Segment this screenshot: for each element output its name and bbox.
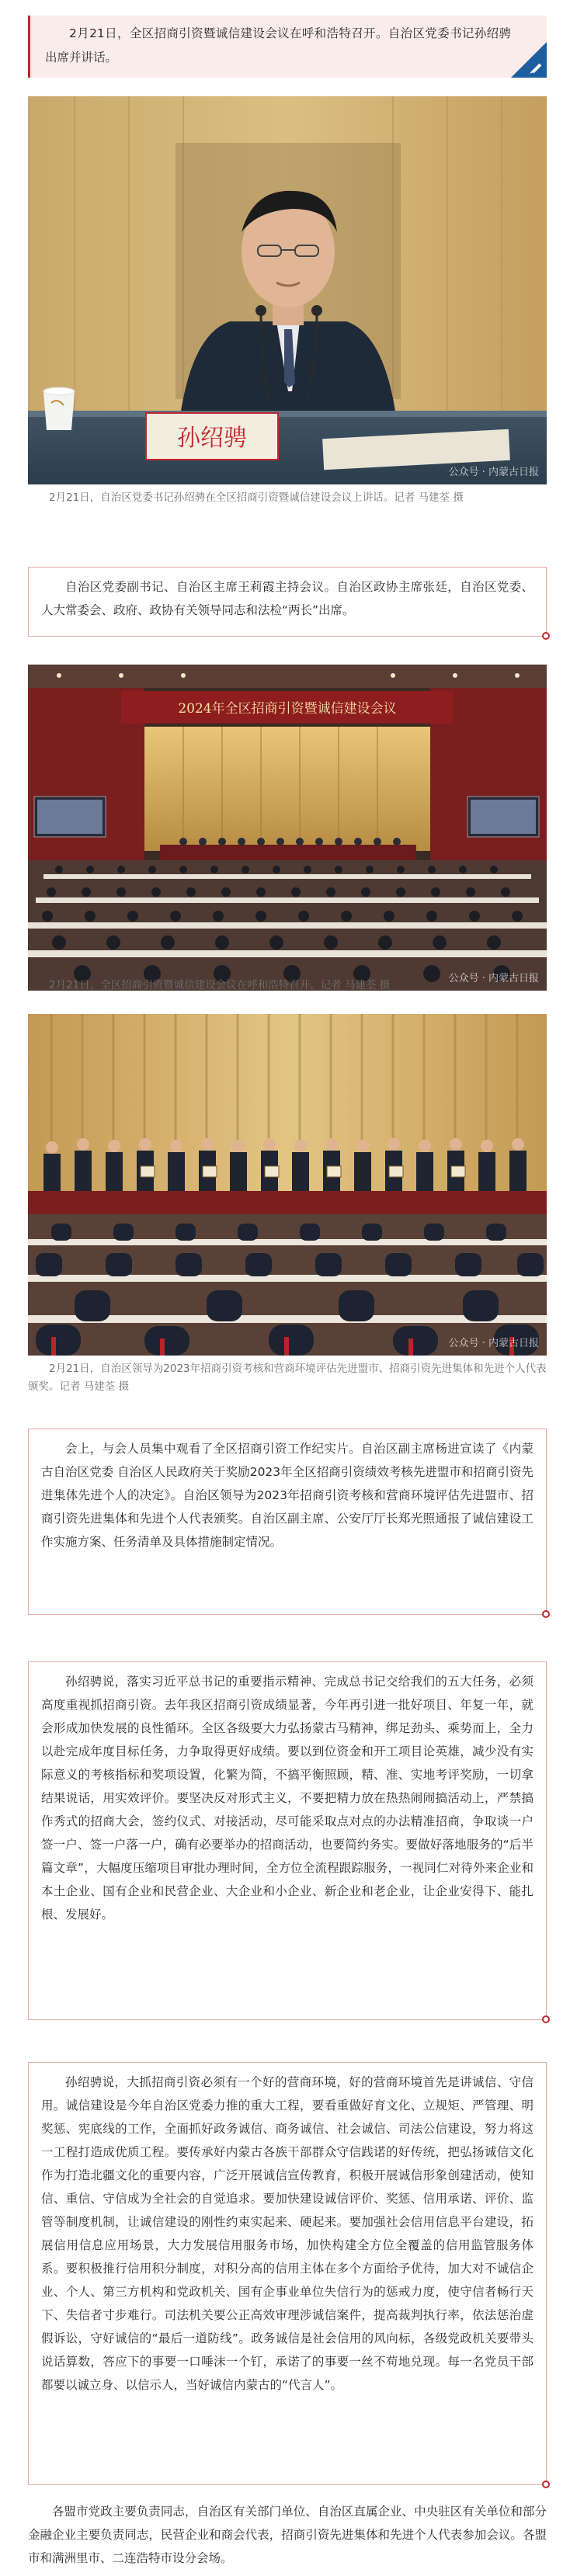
photo3-watermark: 公众号 · 内蒙古日报 [448,1338,539,1349]
photo3-caption: 2月21日，自治区领导为2023年招商引资考核和营商环境评估先进盟市、招商引资先进集体和先进个人代表颁奖。记者 马建荃 摄 [28,1363,547,1393]
photo2-caption: 2月21日，全区招商引资暨诚信建设会议在呼和浩特召开。记者 马建荃 摄 [49,979,391,991]
host-box [28,567,547,637]
photo2-watermark: 公众号 · 内蒙古日报 [448,973,539,984]
award-image [28,1014,547,1356]
corner-dot-icon [542,2481,550,2488]
svg-text:孙绍骋: 孙绍骋 [177,425,247,452]
photo-speaker [28,96,547,484]
attendees-text: 各盟市党政主要负责同志，自治区有关部门单位、自治区直属企业、中央驻区有关单位和部分金融企业主要负责同志，民营企业和商会代表，招商引资先进集体和先进个人代表参加会议。各盟市和满洲里市、二连浩特市设分会场。 [28,2505,547,2565]
photo-award [28,1014,547,1356]
intro-box [28,16,547,78]
speech1-text: 孙绍骋说，落实习近平总书记的重要指示精神、完成总书记交给我们的五大任务，必须高度重视抓招商引资。去年我区招商引资成绩显著，今年再引进一批好项目、年复一年，就会形成加快发展的良性循环。全区各级要大力弘扬蒙古马精神，绑足劲头、乘势而上，全力以赴完成年度目标任务，力争取得更好成绩。要以到位资金和开工项目论英雄，减少没有实际意义的考核指标和奖项设置，化繁为简，不搞平衡照顾，精、准、实地考评奖励，一切拿结果说话，用实效评价。要坚决反对形式主义，不要把精力放在热热闹闹搞活动上，严禁搞作秀式的招商大会，签约仪式、对接活动，尽可能采取点对点的办法精准招商，争取谈一户签一户、签一户落一户，确有必要举办的招商活动，也要简约务实。要做好落地服务的“后半篇文章”，大幅度压缩项目审批办理时间，全方位全流程跟踪服务，一视同仁对待外来企业和本土企业、国有企业和民营企业、大企业和小企业、新企业和老企业，让企业安得下、能扎根、发展好。 [41,1675,534,1922]
corner-dot-icon [542,1610,550,1618]
pencil-icon [511,42,547,78]
intro-text: 2月21日，全区招商引资暨诚信建设会议在呼和浩特召开。自治区党委书记孙绍骋出席并讲话。 [45,26,511,64]
photo1-watermark: 公众号 · 内蒙古日报 [448,467,539,478]
hall-banner: 2024年全区招商引资暨诚信建设会议 [178,701,397,717]
corner-dot-icon [542,632,550,640]
host-text: 自治区党委副书记、自治区主席王莉霞主持会议。自治区政协主席张廷，自治区党委、人大常委会、政府、政协有关领导同志和法检“两长”出席。 [41,580,534,617]
meeting-box [28,1429,547,1615]
nameplate [146,413,278,460]
photo1-caption: 2月21日，自治区党委书记孙绍骋在全区招商引资暨诚信建设会议上讲话。记者 马建荃 摄 [49,491,464,504]
corner-dot-icon [542,2015,550,2023]
photo-hall [28,665,547,991]
speech2-box [28,2062,547,2485]
speech2-text: 孙绍骋说，大抓招商引资必须有一个好的营商环境，好的营商环境首先是讲诚信、守信用。诚信建设是今年自治区党委力推的重大工程，要看重做好育文化、立规矩、严管理、明奖惩、宪底线的工作，全面抓好政务诚信、商务诚信、社会诚信、司法公信建设，努力将这一工程打造成优质工程。要传承好内蒙古各族干部群众守信践诺的好传统，把弘扬诚信文化作为打造北疆文化的重要内容，广泛开展诚信宣传教育，积极开展诚信形象创建活动，使知信、重信、守信成为全社会的自觉追求。要加快建设诚信评价、奖惩、信用承诺、评价、监管等制度机制，让诚信建设的刚性约束实起来、硬起来。要加强社会信用信息平台建设，拓展信用信息应用场景，大力发展信用服务市场，加快构建全方位全覆盖的信用监管服务体系。要积极推行信用积分制度，对积分高的信用主体在多个方面给予优待，加大对不诚信企业、个人、第三方机构和党政机关、国有企事业单位失信行为的惩戒力度，使守信者畅行天下、失信者寸步难行。司法机关要公正高效审理涉诚信案件，提高裁判执行率，依法惩治虚假诉讼，守好诚信的“最后一道防线”。政务诚信是社会信用的风向标，各级党政机关要带头说话算数，答应下的事要一口唾沫一个钉，承诺了的事要一丝不苟地兑现。每一名党员干部都要以诚立身、以信示人，当好诚信内蒙古的“代言人”。 [41,2075,534,2392]
hall-image [28,665,547,991]
speaker-image [28,96,547,484]
attendees-block [28,2500,547,2570]
speech1-box [28,1661,547,2020]
meeting-text: 会上，与会人员集中观看了全区招商引资工作纪实片。自治区副主席杨进宣读了《内蒙古自治区党委 自治区人民政府关于奖励2023年全区招商引资绩效考核先进盟市和招商引资先进集体先进个人的决定》。自治区领导为2023年招商引资考核和营商环境评估先进盟市、招商引资先进集体和先进个人代表颁奖。自治区副主席、公安厅厅长郑光照通报了诚信建设工作实施方案、任务清单及具体措施制定情况。 [41,1442,534,1549]
